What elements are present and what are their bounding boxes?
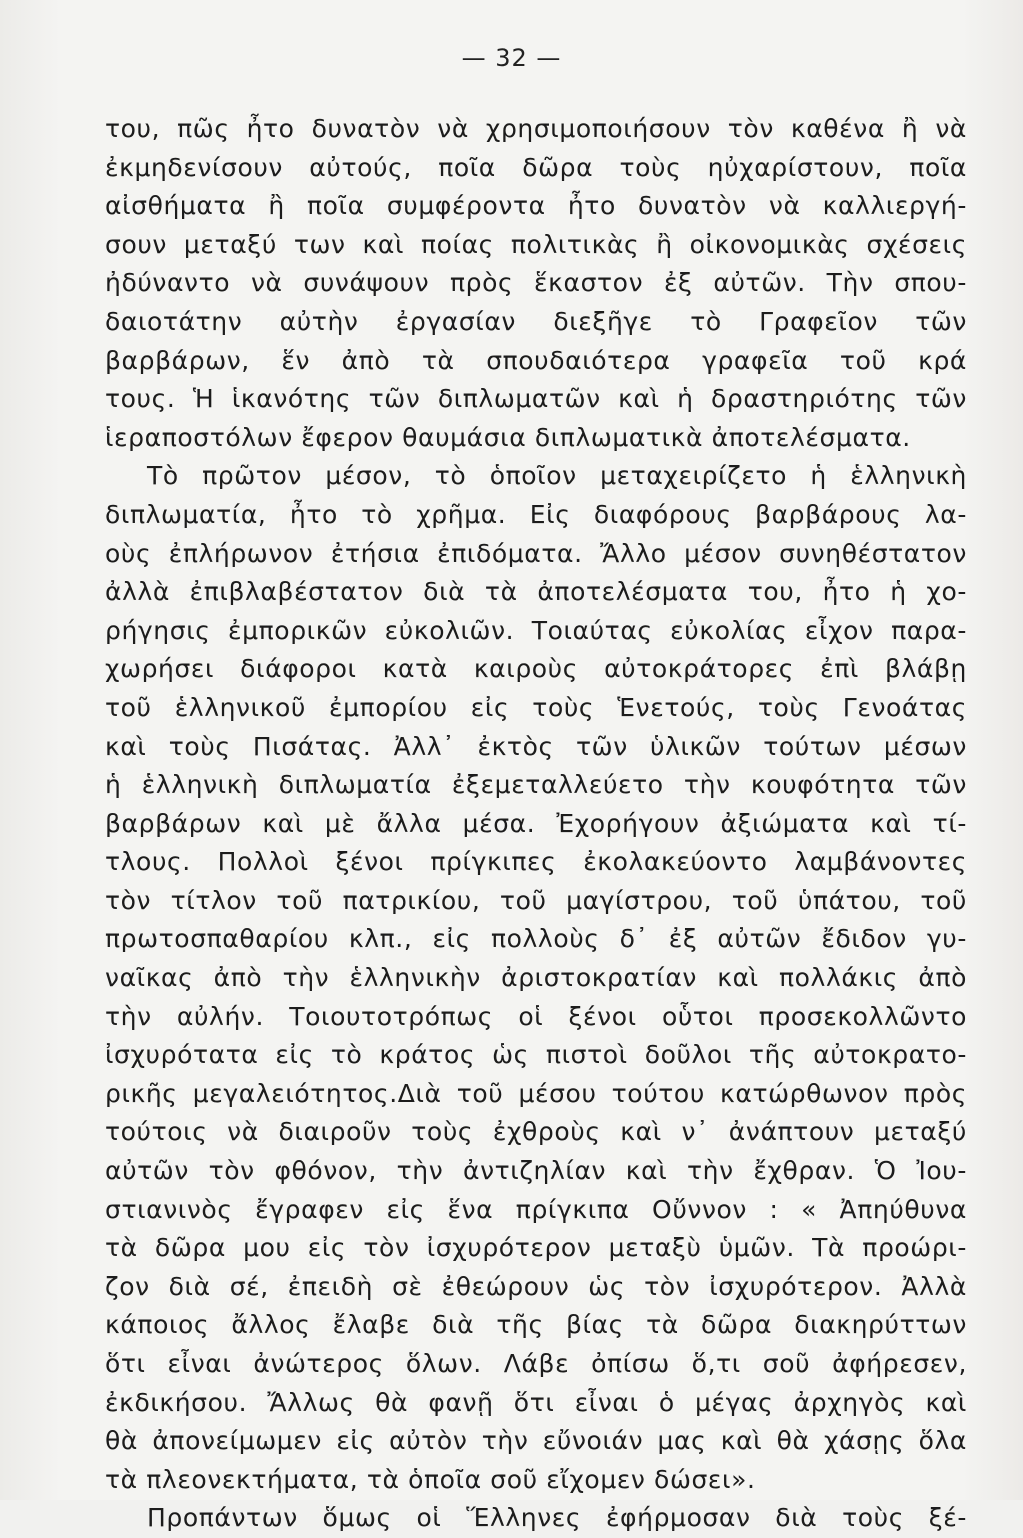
text-line: θὰ ἀπονείμωμεν εἰς αὐτὸν τὴν εὔνοιάν μας καὶ θὰ χάσῃς ὅλα [105, 1426, 967, 1456]
text-line: ἐκδικήσου. Ἄλλως θὰ φανῇ ὅτι εἶναι ὁ μέγας ἀρχηγὸς καὶ [105, 1387, 967, 1417]
text-line: ἡ ἑλληνικὴ διπλωματία ἐξεμεταλλεύετο τὴν κουφότητα τῶν [105, 770, 967, 800]
text-line: σουν μεταξύ των καὶ ποίας πολιτικὰς ἢ οἰκονομικὰς σχέσεις [105, 229, 967, 259]
text-line-paragraph-start: Προπάντων ὅμως οἱ Ἕλληνες ἐφήρμοσαν διὰ τοὺς ξέ- [147, 1503, 967, 1533]
text-line: ἐκμηδενίσουν αὐτούς, ποῖα δῶρα τοὺς ηὐχαρίστουν, ποῖα [105, 152, 967, 182]
text-line: καὶ τοὺς Πισάτας. Ἀλλ᾿ ἐκτὸς τῶν ὑλικῶν τούτων μέσων [105, 731, 967, 761]
text-line: του, πῶς ἦτο δυνατὸν νὰ χρησιμοποιήσουν τὸν καθένα ἢ νὰ [105, 114, 967, 143]
text-line: τούτοις νὰ διαιροῦν τοὺς ἐχθροὺς καὶ ν᾿ ἀνάπτουν μεταξύ [105, 1117, 967, 1147]
text-line: οὺς ἐπλήρωνον ἐτήσια ἐπιδόματα. Ἄλλο μέσον συνηθέστατον [105, 538, 967, 568]
text-line: δαιοτάτην αὐτὴν ἐργασίαν διεξῆγε τὸ Γραφεῖον τῶν [105, 306, 967, 336]
text-line: τὸν τίτλον τοῦ πατρικίου, τοῦ μαγίστρου, τοῦ ὑπάτου, τοῦ [105, 885, 967, 915]
text-line: ἰσχυρότατα εἰς τὸ κράτος ὡς πιστοὶ δοῦλοι τῆς αὐτοκρατο- [105, 1040, 967, 1070]
text-line: τὰ δῶρα μου εἰς τὸν ἰσχυρότερον μεταξὺ ὑμῶν. Τὰ προώρι- [105, 1233, 967, 1263]
text-line: αἰσθήματα ἢ ποῖα συμφέροντα ἦτο δυνατὸν νὰ καλλιεργή- [105, 191, 967, 221]
text-line: τοῦ ἑλληνικοῦ ἐμπορίου εἰς τοὺς Ἑνετούς, τοὺς Γενοάτας [105, 692, 967, 722]
text-line: ρικῆς μεγαλειότητος.Διὰ τοῦ μέσου τούτου κατώρθωνον πρὸς [105, 1078, 967, 1108]
text-line: ἀλλὰ ἐπιβλαβέστατον διὰ τὰ ἀποτελέσματα του, ἦτο ἡ χο- [105, 577, 967, 607]
text-line: τὰ πλεονεκτήματα, τὰ ὁποῖα σοῦ εἴχομεν δώσει». [105, 1464, 756, 1494]
text-line: βαρβάρων, ἕν ἀπὸ τὰ σπουδαιότερα γραφεῖα τοῦ κρά [105, 345, 967, 375]
text-line-paragraph-start: Τὸ πρῶτον μέσον, τὸ ὁποῖον μεταχειρίζετο ἡ ἑλληνικὴ [147, 461, 967, 491]
text-line: ὅτι εἶναι ἀνώτερος ὅλων. Λάβε ὀπίσω ὅ,τι σοῦ ἀφήρεσεν, [105, 1349, 967, 1378]
text-line: ναῖκας ἀπὸ τὴν ἑλληνικὴν ἀριστοκρατίαν καὶ πολλάκις ἀπὸ [105, 963, 967, 993]
text-line: ἱεραποστόλων ἔφερον θαυμάσια διπλωματικὰ ἀποτελέσματα. [105, 422, 911, 452]
text-line: κάποιος ἄλλος ἔλαβε διὰ τῆς βίας τὰ δῶρα διακηρύττων [105, 1310, 967, 1340]
text-line: βαρβάρων καὶ μὲ ἄλλα μέσα. Ἐχορήγουν ἀξιώματα καὶ τί- [105, 808, 967, 838]
text-line: χωρήσει διάφοροι κατὰ καιροὺς αὐτοκράτορες ἐπὶ βλάβῃ [105, 654, 967, 684]
text-line: πρωτοσπαθαρίου κλπ., εἰς πολλοὺς δ᾿ ἐξ αὐτῶν ἔδιδον γυ- [105, 924, 967, 954]
body-text [105, 110, 967, 1538]
text-line: ζον διὰ σέ, ἐπειδὴ σὲ ἐθεώρουν ὡς τὸν ἰσχυρότερον. Ἀλλὰ [105, 1271, 967, 1301]
text-line: τὴν αὐλήν. Τοιουτοτρόπως οἱ ξένοι οὗτοι προσεκολλῶντο [105, 1001, 967, 1031]
text-line: τους. Ἡ ἱκανότης τῶν διπλωματῶν καὶ ἡ δραστηριότης τῶν [105, 384, 967, 414]
text-line: ἠδύναντο νὰ συνάψουν πρὸς ἕκαστον ἐξ αὐτῶν. Τὴν σπου- [105, 268, 967, 298]
text-line: ρήγησις ἐμπορικῶν εὐκολιῶν. Τοιαύτας εὐκολίας εἶχον παρα- [105, 615, 967, 645]
page-number: — 32 — [461, 44, 562, 72]
text-line: διπλωματία, ἦτο τὸ χρῆμα. Εἰς διαφόρους βαρβάρους λα- [105, 499, 967, 529]
text-line: τλους. Πολλοὶ ξένοι πρίγκιπες ἐκολακεύοντο λαμβάνοντες [105, 847, 967, 877]
text-line: στιανινὸς ἔγραφεν εἰς ἕνα πρίγκιπα Οὔννον : « Ἀπηύθυνα [105, 1194, 967, 1224]
text-line: αὐτῶν τὸν φθόνον, τὴν ἀντιζηλίαν καὶ τὴν ἔχθραν. Ὁ Ἰου- [105, 1156, 967, 1186]
